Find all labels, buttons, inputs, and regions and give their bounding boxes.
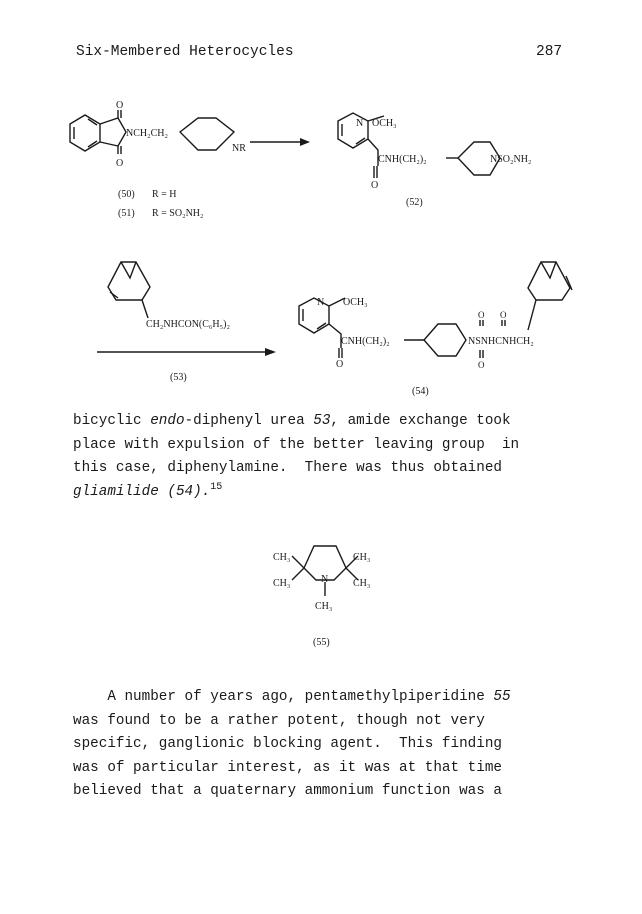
atom-och3-52: OCH₃	[372, 118, 397, 129]
label-53: (53)	[170, 372, 187, 383]
p1-line1-italic: endo	[150, 413, 185, 429]
p2-line1-ref: 55	[493, 689, 511, 705]
p2-line4: was of particular interest, as it was at that time	[73, 759, 502, 776]
atom-ch3-4: CH₃	[353, 578, 371, 589]
label-51-r: R = SO₂NH₂	[152, 208, 204, 219]
p1-line1-ref: 53	[313, 413, 331, 429]
label-50: (50)	[118, 189, 135, 200]
p1-line2: place with expulsion of the better leaving group in	[73, 436, 520, 453]
atom-o-bottom: O	[116, 158, 124, 169]
atom-n-54: N	[317, 297, 325, 308]
atom-ch3-3: CH₃	[353, 552, 371, 563]
atom-nr: NR	[232, 143, 246, 154]
atom-o-52: O	[371, 180, 379, 191]
atom-n-55: N	[321, 574, 329, 585]
structure-53	[97, 262, 276, 356]
atom-nso2nh2: NSO₂NH₂	[490, 154, 532, 165]
p2-line2: was found to be a rather potent, though not very	[73, 712, 485, 729]
atom-ch3-1: CH₃	[273, 552, 291, 563]
p2-line1-prefix: A number of years ago, pentamethylpiperidine	[73, 689, 494, 705]
page-number: 287	[536, 44, 563, 60]
p1-line4-italic: gliamilide (54).	[73, 483, 211, 500]
atom-o-top: O	[116, 100, 124, 111]
atom-ch3-n: CH₃	[315, 601, 333, 612]
atom-ch2nhcon: CH₂NHCON(C₆H₅)₂	[146, 319, 230, 330]
atom-och3-54: OCH₃	[343, 297, 368, 308]
p2-line5: believed that a quaternary ammonium function was a	[73, 783, 502, 799]
label-54: (54)	[412, 386, 429, 397]
atom-o-54: O	[336, 359, 344, 370]
atom-cnh-54: CNH(CH₂)₂	[341, 336, 390, 347]
p1-line3: this case, diphenylamine. There was thus obtained	[73, 460, 502, 476]
label-51: (51)	[118, 208, 135, 219]
paragraph-pentamethylpiperidine	[73, 686, 511, 804]
atom-o-54-c: O	[500, 310, 507, 320]
p1-line1-mid: -diphenyl urea	[184, 413, 314, 429]
atom-nch2ch2: NCH₂CH₂	[126, 128, 168, 139]
label-52: (52)	[406, 197, 423, 208]
structure-55	[292, 546, 358, 596]
atom-n-52: N	[356, 118, 364, 129]
atom-o-54-s1: O	[478, 310, 485, 320]
p1-line1-prefix: bicyclic	[73, 413, 151, 429]
paragraph-amide-exchange	[73, 410, 519, 504]
footnote-ref-15: 15	[210, 481, 223, 493]
atom-cnh-52: CNH(CH₂)₂	[378, 154, 427, 165]
label-55: (55)	[313, 637, 330, 648]
label-50-r: R = H	[152, 189, 177, 200]
atom-sulfonyl-urea: NSNHCNHCH₂	[468, 336, 534, 347]
atom-ch3-2: CH₃	[273, 578, 291, 589]
structure-50-51	[70, 110, 310, 154]
p2-line3: specific, ganglionic blocking agent. This finding	[73, 736, 502, 752]
p1-line1-suffix: , amide exchange took	[330, 413, 511, 429]
running-title: Six-Membered Heterocycles	[76, 44, 294, 60]
atom-o-54-s2: O	[478, 360, 485, 370]
